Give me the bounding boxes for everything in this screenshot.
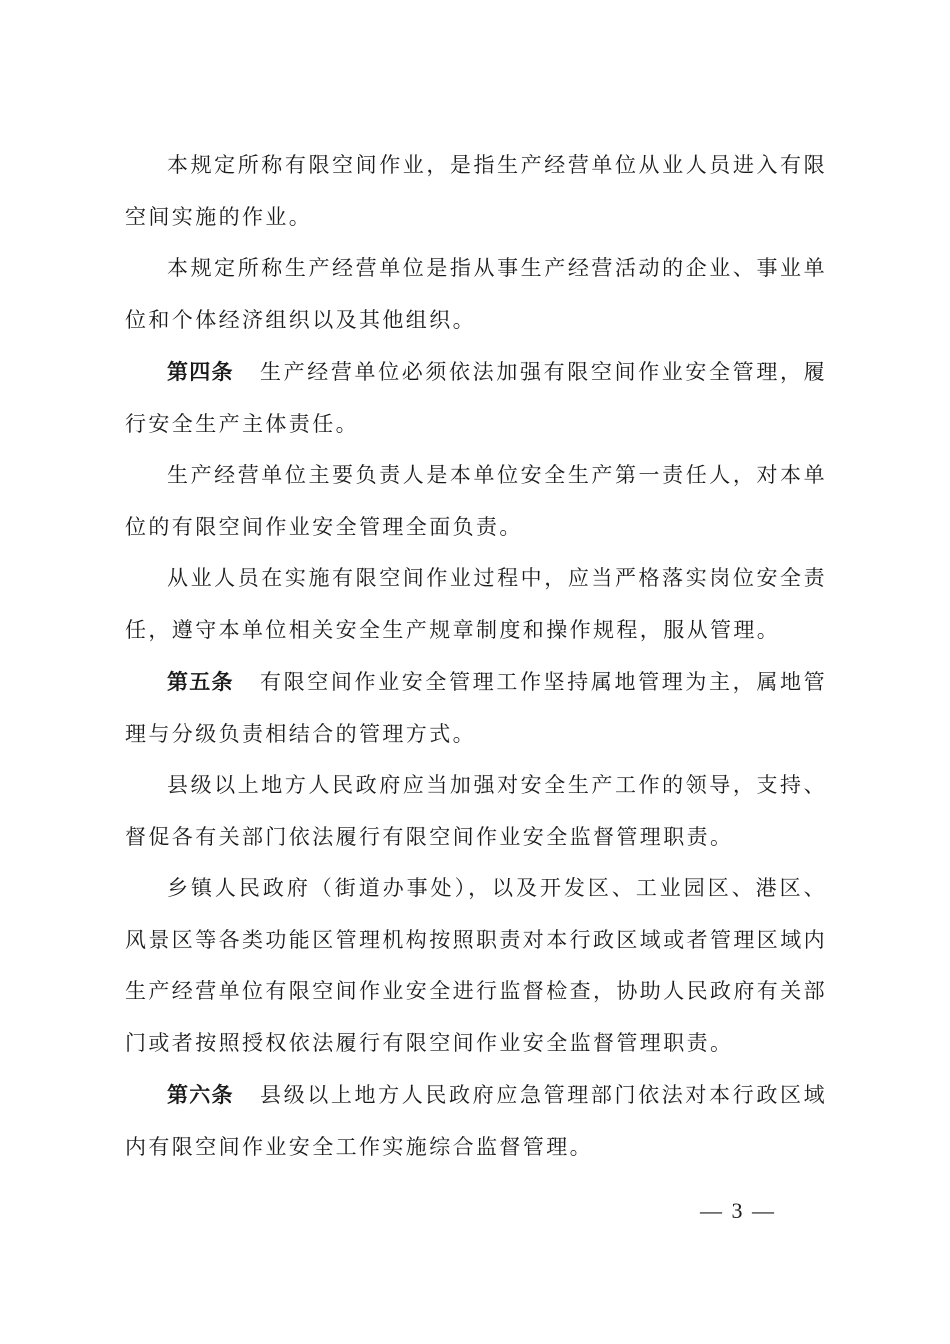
document-body	[125, 140, 827, 1173]
paragraph-text: 有限空间作业安全管理工作坚持属地管理为主，属地管理与分级负责相结合的管理方式。	[125, 670, 827, 746]
article-number: 第六条	[167, 1082, 234, 1107]
paragraph-text: 县级以上地方人民政府应急管理部门依法对本行政区域内有限空间作业安全工作实施综合监督管理。	[125, 1083, 827, 1159]
article-paragraph	[125, 346, 827, 450]
paragraph-text: 从业人员在实施有限空间作业过程中，应当严格落实岗位安全责任，遵守本单位相关安全生产规章制度和操作规程，服从管理。	[125, 566, 827, 642]
paragraph	[125, 140, 827, 243]
paragraph	[125, 450, 827, 553]
paragraph-text: 生产经营单位必须依法加强有限空间作业安全管理，履行安全生产主体责任。	[125, 360, 827, 436]
paragraph	[125, 243, 827, 346]
article-paragraph	[125, 656, 827, 760]
article-number: 第五条	[167, 669, 234, 694]
article-number: 第四条	[167, 359, 234, 384]
paragraph-text: 县级以上地方人民政府应当加强对安全生产工作的领导，支持、督促各有关部门依法履行有限空间作业安全监督管理职责。	[125, 773, 827, 849]
paragraph-text: 生产经营单位主要负责人是本单位安全生产第一责任人，对本单位的有限空间作业安全管理全面负责。	[125, 463, 827, 539]
paragraph-text: 乡镇人民政府（街道办事处），以及开发区、工业园区、港区、风景区等各类功能区管理机构按照职责对本行政区域或者管理区域内生产经营单位有限空间作业安全进行监督检查，协助人民政府有关部门或者按照授权依法履行有限空间作业安全监督管理职责。	[125, 876, 827, 1055]
paragraph	[125, 760, 827, 863]
article-paragraph	[125, 1069, 827, 1173]
paragraph	[125, 553, 827, 656]
paragraph-text: 本规定所称有限空间作业，是指生产经营单位从业人员进入有限空间实施的作业。	[125, 153, 827, 229]
paragraph-text: 本规定所称生产经营单位是指从事生产经营活动的企业、事业单位和个体经济组织以及其他组织。	[125, 256, 827, 332]
page-number: — 3 —	[700, 1198, 776, 1223]
paragraph	[125, 863, 827, 1069]
